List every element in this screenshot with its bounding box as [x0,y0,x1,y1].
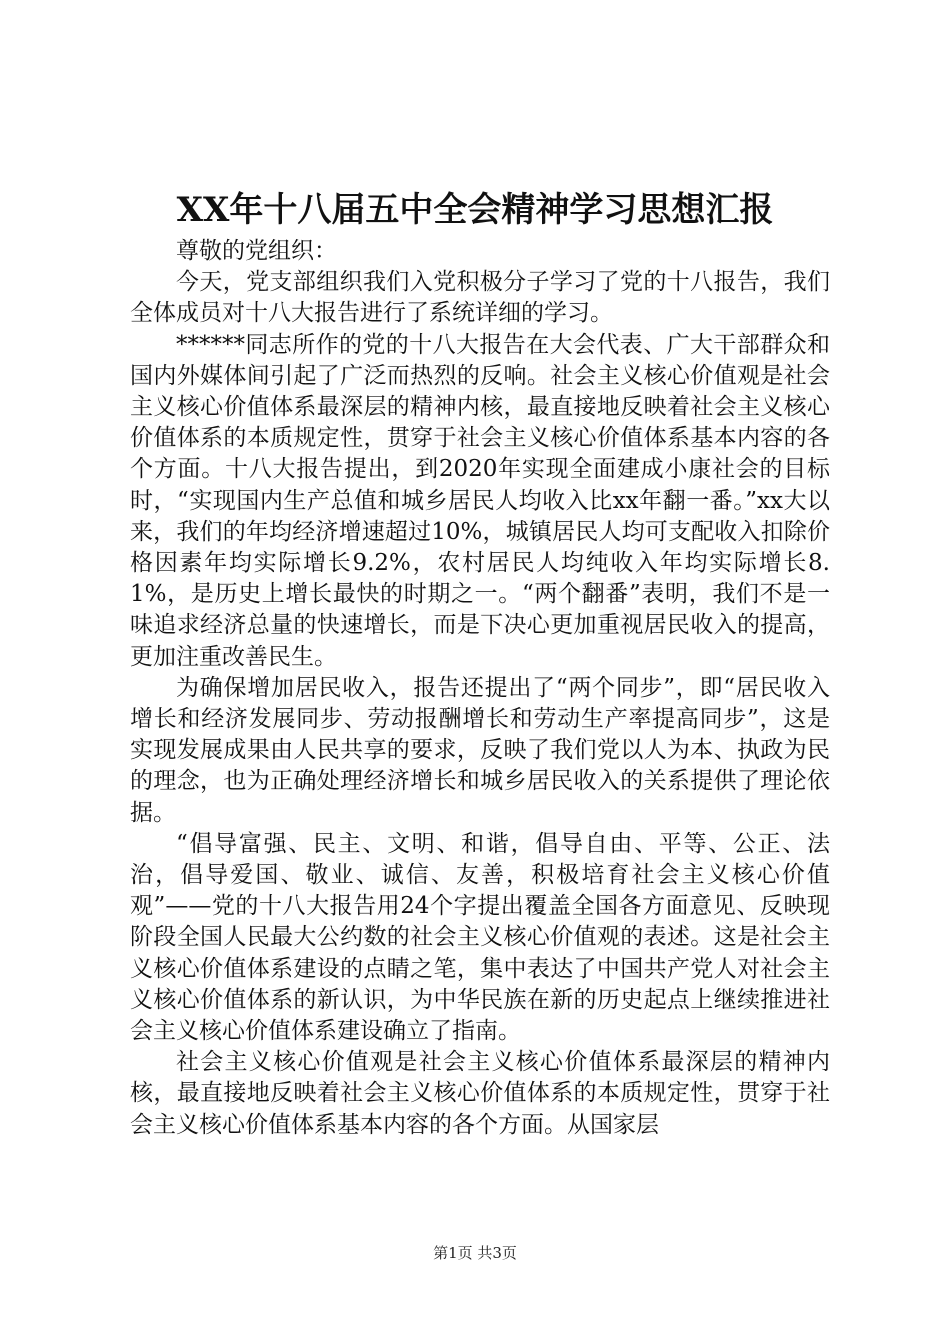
paragraph-4: “倡导富强、民主、文明、和谐，倡导自由、平等、公正、法治，倡导爱国、敬业、诚信、友善，积极培育社会主义核心价值观”——党的十八大报告用24个字提出覆盖全国各方面意见、反映现阶段全国人民最大公约数的社会主义核心价值观的表述。这是社会主义核心价值体系建设的点睛之笔，集中表达了中国共产党人对社会主义核心价值体系的新认识，为中华民族在新的历史起点上继续推进社会主义核心价值体系建设确立了指南。 [130,830,830,1045]
salutation: 尊敬的党组织： [176,238,337,264]
paragraph-3: 为确保增加居民收入，报告还提出了“两个同步”，即“居民收入增长和经济发展同步、劳动报酬增长和劳动生产率提高同步”，这是实现发展成果由人民共享的要求，反映了我们党以人为本、执政为民的理念，也为正确处理经济增长和城乡居民收入的关系提供了理论依据。 [130,674,830,826]
page-footer: 第1页 共3页 [433,1244,517,1262]
paragraph-1: 今天，党支部组织我们入党积极分子学习了党的十八报告，我们全体成员对十八大报告进行了系统详细的学习。 [130,269,830,327]
page-title: XX年十八届五中全会精神学习思想汇报 [176,190,774,230]
paragraph-5: 社会主义核心价值观是社会主义核心价值体系最深层的精神内核，最直接地反映着社会主义核心价值体系的本质规定性，贯穿于社会主义核心价值体系基本内容的各个方面。从国家层 [130,1049,830,1138]
document-body [130,236,830,1141]
paragraph-2: ******同志所作的党的十八大报告在大会代表、广大干部群众和国内外媒体间引起了广泛而热烈的反响。社会主义核心价值观是社会主义核心价值体系最深层的精神内核，最直接地反映着社会主义核心价值体系的本质规定性，贯穿于社会主义核心价值体系基本内容的各个方面。十八大报告提出，到2020年实现全面建成小康社会的目标时，“实现国内生产总值和城乡居民人均收入比xx年翻一番。”xx大以来，我们的年均经济增速超过10%，城镇居民人均可支配收入扣除价格因素年均实际增长9.2%，农村居民人均纯收入年均实际增长8.1%，是历史上增长最快的时期之一。“两个翻番”表明，我们不是一味追求经济总量的快速增长，而是下决心更加重视居民收入的提高，更加注重改善民生。 [130,331,830,670]
